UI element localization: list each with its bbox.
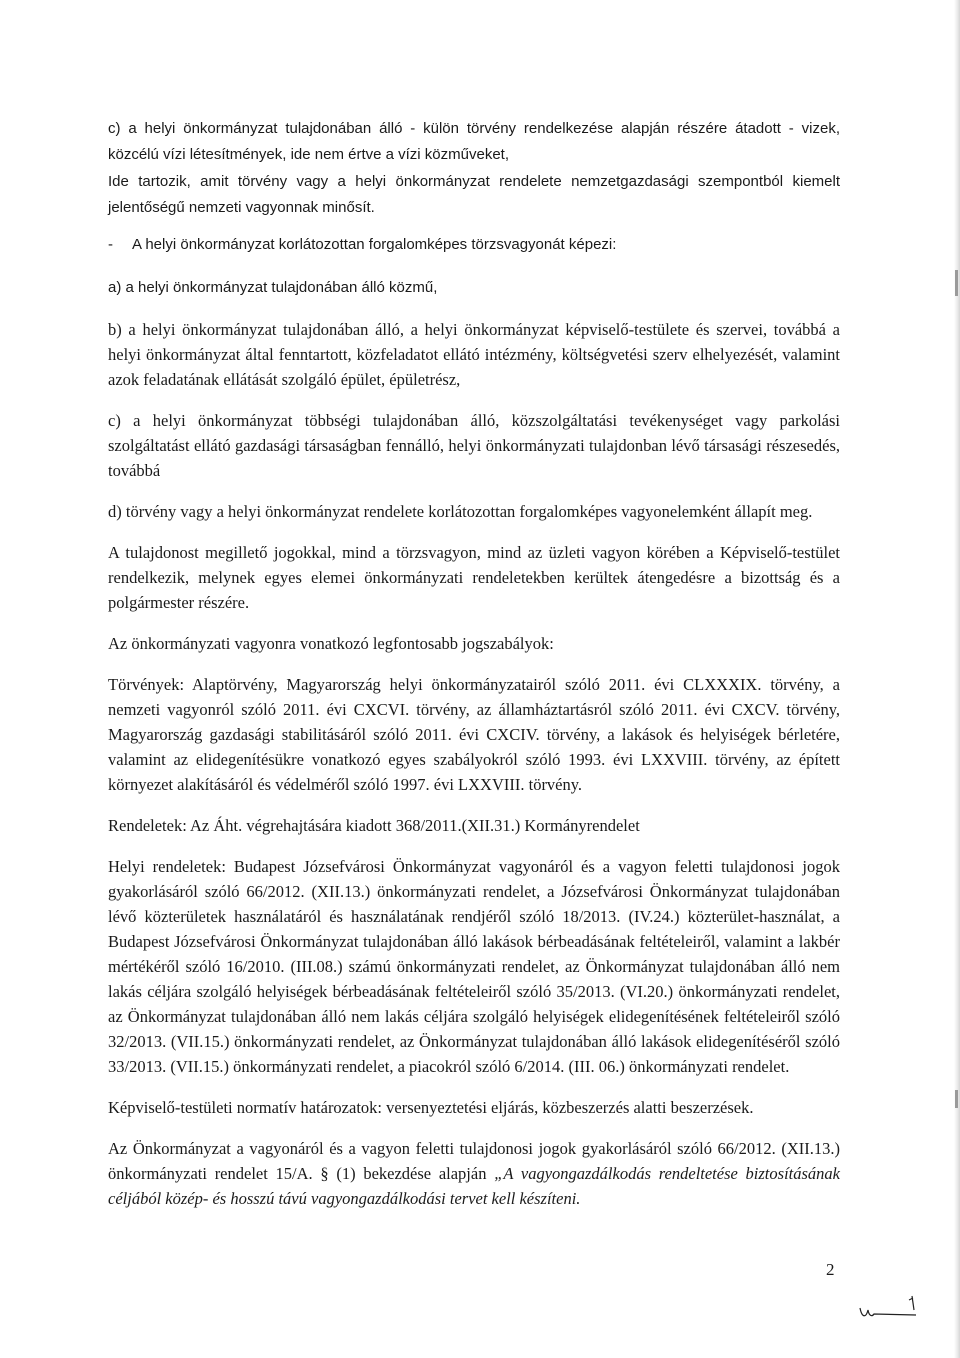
handwritten-initials xyxy=(856,1288,936,1333)
scan-mark xyxy=(955,270,958,296)
paragraph-vagyongazdalkodas xyxy=(108,1136,840,1211)
scan-edge xyxy=(954,0,960,1358)
paragraph-korlatozottan-text: A helyi önkormányzat korlátozottan forgalomképes törzsvagyonát képezi: xyxy=(132,236,617,253)
paragraph-kozmu: a) a helyi önkormányzat tulajdonában álló közmű, xyxy=(108,278,438,296)
paragraph-vagyonelem: d) törvény vagy a helyi önkormányzat rendelete korlátozottan forgalomképes vagyonelemként állapít meg. xyxy=(108,502,813,521)
list-dash: - xyxy=(108,236,113,253)
page-number: 2 xyxy=(826,1260,835,1279)
paragraph-vagyongazdalkodas-quote: „A vagyongazdálkodás rendeltetése biztosításának céljából közép- és hosszú távú vagyongazdálkodási tervet kell készíteni. xyxy=(108,1164,840,1208)
signature-initials-icon xyxy=(856,1288,936,1328)
paragraph-torvenyek: Törvények: Alaptörvény, Magyarország helyi önkormányzatairól szóló 2011. évi CLXXXIX. törvény, a nemzeti vagyonról szóló 2011. évi CXCVI. törvény, az államháztartásról szóló 2011. évi CXCV. törvény, Magyarország gazdasági stabilitásáról szóló 2011. évi CXCIV. törvény, a lakások és helyiségek bérletére, valamint az elidegenítésükre vonatkozó egyes szabályokról szóló 1993. évi LXXVIII. törvény, az épített környezet alakításáról és védelméről szóló 1997. évi LXXVIII. törvény. xyxy=(108,675,840,794)
paragraph-rendeletek: Rendeletek: Az Áht. végrehajtására kiadott 368/2011.(XII.31.) Kormányrendelet xyxy=(108,816,640,835)
paragraph-kiemelt: Ide tartozik, amit törvény vagy a helyi önkormányzat rendelete nemzetgazdasági szempontból kiemelt jelentőségű nemzeti vagyonnak minősít. xyxy=(108,173,840,216)
paragraph-tarsasagi: c) a helyi önkormányzat többségi tulajdonában álló, közszolgáltatási tevékenységet vagy parkolási szolgáltatást ellátó gazdasági társaságban fennálló, helyi önkormányzati tulajdonban lévő társasági részesedés, továbbá xyxy=(108,411,840,480)
paragraph-jogszabalyok-heading: Az önkormányzati vagyonra vonatkozó legfontosabb jogszabályok: xyxy=(108,634,554,653)
paragraph-korlatozottan xyxy=(108,232,840,258)
paragraph-epulet: b) a helyi önkormányzat tulajdonában álló, a helyi önkormányzat képviselő-testülete és szervei, továbbá a helyi önkormányzat által fenntartott, közfeladatot ellátó intézmény, költségvetési szerv elhelyezését, valamint azok feladatának ellátását szolgáló épület, épületrész, xyxy=(108,320,840,389)
paragraph-vizek: c) a helyi önkormányzat tulajdonában álló - külön törvény rendelkezése alapján részére átadott - vizek, közcélú vízi létesítmények, ide nem értve a vízi közműveket, xyxy=(108,120,840,163)
paragraph-hatarozatok: Képviselő-testületi normatív határozatok: versenyeztetési eljárás, közbeszerzés alatti beszerzések. xyxy=(108,1098,754,1117)
paragraph-helyi-rendeletek: Helyi rendeletek: Budapest Józsefvárosi Önkormányzat vagyonáról és a vagyon feletti tulajdonosi jogok gyakorlásáról szóló 66/2012. (XII.13.) önkormányzati rendelet, a Józsefvárosi Önkormányzat tulajdonában lévő közterületek használatáról és használatának rendjéről szóló 18/2013. (IV.24.) közterület-használat, a Budapest Józsefvárosi Önkormányzat tulajdonában álló lakások bérbeadásának feltételeiről, valamint a lakbér mértékéről szóló 16/2010. (III.08.) számú önkormányzati rendelet, az Önkormányzat tulajdonában álló nem lakás céljára szolgáló helyiségek bérbeadásának feltételeiről szóló 35/2013. (VI.20.) önkormányzati rendelet, az Önkormányzat tulajdonában álló nem lakás céljára szolgáló helyiségek elidegenítésének feltételeiről szóló 32/2013. (VII.15.) önkormányzati rendelet, az Önkormányzat tulajdonában álló lakások elidegenítéséről szóló 33/2013. (VII.15.) önkormányzati rendelet, a piacokról szóló 6/2014. (III. 06.) önkormányzati rendelet. xyxy=(108,857,840,1076)
scan-mark xyxy=(955,1090,958,1108)
paragraph-vagyongazdalkodas-text: Az Önkormányzat a vagyonáról és a vagyon feletti tulajdonosi jogok gyakorlásáról szóló 66/2012. (XII.13.) önkormányzati rendelet 15/A. § (1) bekezdése alapján xyxy=(108,1139,840,1183)
paragraph-tulajdonost: A tulajdonost megillető jogokkal, mind a törzsvagyon, mind az üzleti vagyon körében a Képviselő-testület rendelkezik, melynek egyes elemei önkormányzati rendeletekben kerültek átengedésre a bizottság és a polgármester részére. xyxy=(108,543,840,612)
document-page xyxy=(108,116,840,1211)
